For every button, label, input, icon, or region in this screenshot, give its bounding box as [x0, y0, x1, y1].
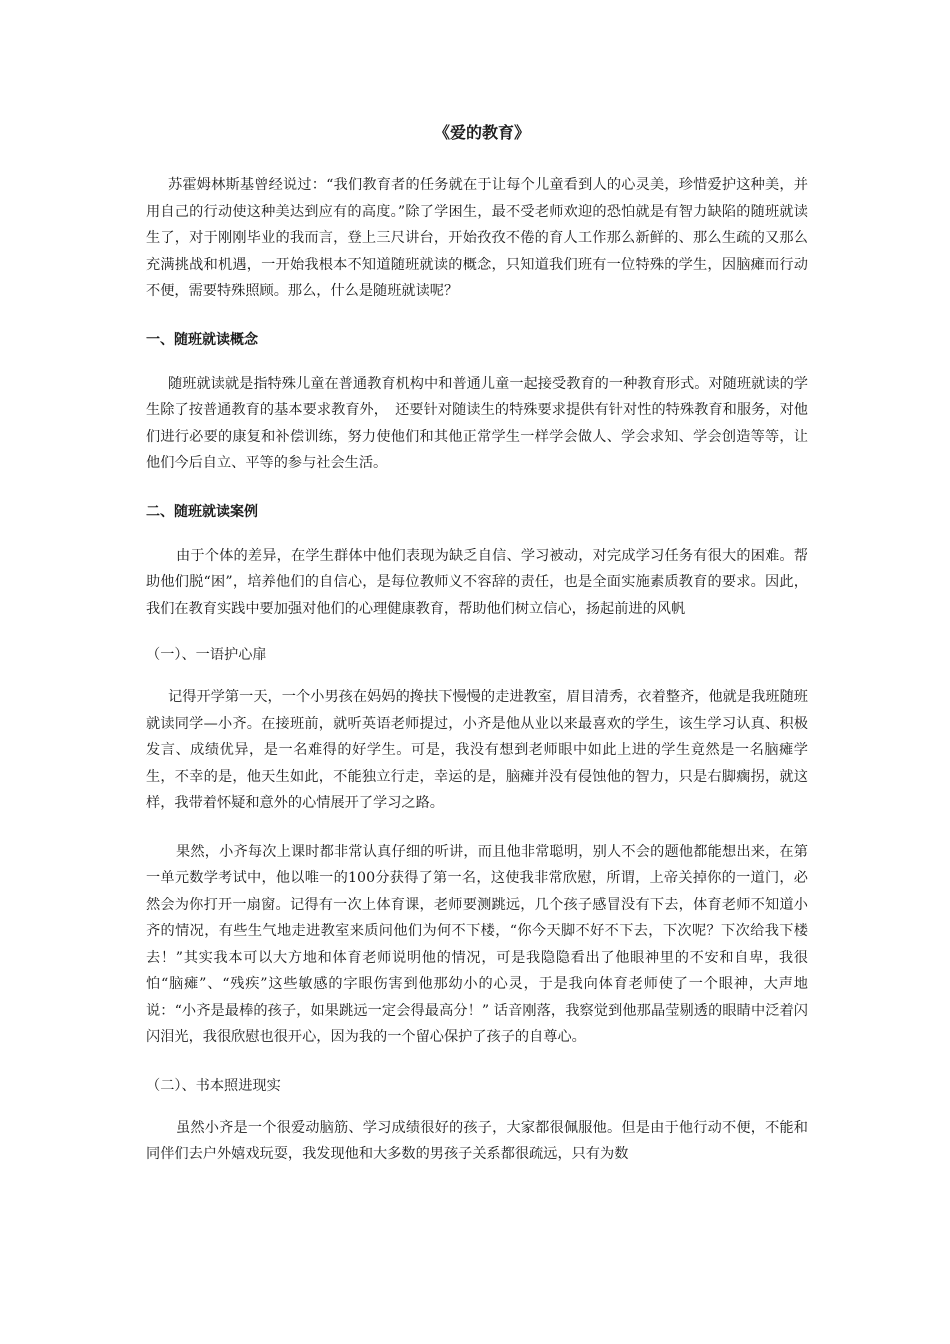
- case1-paragraph-1: 记得开学第一天，一个小男孩在妈妈的搀扶下慢慢的走进教室，眉目清秀，衣着整齐，他就是我班随班就读同学—小齐。在接班前，就听英语老师提过，小齐是他从业以来最喜欢的学生，该生学习认真、积极发言、成绩优异，是一名难得的好学生。可是，我没有想到老师眼中如此上进的学生竟然是一名脑瘫学生，不幸的是，他天生如此，不能独立行走，幸运的是，脑瘫并没有侵蚀他的智力，只是右脚瘸拐，就这样，我带着怀疑和意外的心情展开了学习之路。: [146, 689, 808, 811]
- subsection-heading-2: （二）、书本照进现实: [146, 1077, 281, 1094]
- section-heading-concept: 一、随班就读概念: [146, 331, 258, 348]
- section-heading-cases: 二、随班就读案例: [146, 503, 258, 520]
- intro-paragraph: 苏霍姆林斯基曾经说过：“我们教育者的任务就在于让每个儿童看到人的心灵美，珍惜爱护这种美，并用自己的行动使这种美达到应有的高度。”除了学困生，最不受老师欢迎的恐怕就是有智力缺陷的随班就读生了，对于刚刚毕业的我而言，登上三尺讲台，开始孜孜不倦的育人工作那么新鲜的、那么生疏的又那么充满挑战和机遇，一开始我根本不知道随班就读的概念，只知道我们班有一位特殊的学生，因脑瘫而行动不便，需要特殊照顾。那么，什么是随班就读呢？: [146, 177, 808, 299]
- case2-paragraph-1: 虽然小齐是一个很爱动脑筋、学习成绩很好的孩子，大家都很佩服他。但是由于他行动不便，不能和同伴们去户外嬉戏玩耍，我发现他和大多数的男孩子关系都很疏远，只有为数: [146, 1119, 808, 1162]
- case1-paragraph-2: 果然，小齐每次上课时都非常认真仔细的听讲，而且他非常聪明，别人不会的题他都能想出来，在第一单元数学考试中，他以唯一的100分获得了第一名，这使我非常欣慰，所谓，上帝关掉你的一道门，必然会为你打开一扇窗。记得有一次上体育课，老师要测跳远，几个孩子感冒没有下去，体育老师不知道小齐的情况，有些生气地走进教室来质问他们为何不下楼，“你今天脚不好不下去，下次呢？下次给我下楼去！”其实我本可以大方地和体育老师说明他的情况，可是我隐隐看出了他眼神里的不安和自卑，我很怕“脑瘫”、“残疾”这些敏感的字眼伤害到他那幼小的心灵，于是我向体育老师使了一个眼神，大声地说：“小齐是最棒的孩子，如果跳远一定会得最高分！” 话音刚落，我察觉到他那晶莹剔透的眼睛中泛着闪闪泪光，我很欣慰也很开心，因为我的一个留心保护了孩子的自尊心。: [146, 843, 808, 1045]
- document-title: 《爱的教育》: [433, 123, 530, 142]
- concept-paragraph: 随班就读就是指特殊儿童在普通教育机构中和普通儿童一起接受教育的一种教育形式。对随班就读的学生除了按普通教育的基本要求教育外， 还要针对随读生的特殊要求提供有针对性的特殊教育和服务，对他们进行必要的康复和补偿训练，努力使他们和其他正常学生一样学会做人、学会求知、学会创造等等，让他们今后自立、平等的参与社会生活。: [146, 375, 808, 471]
- cases-paragraph: 由于个体的差异，在学生群体中他们表现为缺乏自信、学习被动，对完成学习任务有很大的困难。帮助他们脱“困”，培养他们的自信心，是每位教师义不容辞的责任，也是全面实施素质教育的要求。因此，我们在教育实践中要加强对他们的心理健康教育，帮助他们树立信心，扬起前进的风帆: [146, 547, 808, 617]
- subsection-heading-1: （一）、一语护心扉: [146, 647, 267, 663]
- document-page: [146, 118, 808, 1168]
